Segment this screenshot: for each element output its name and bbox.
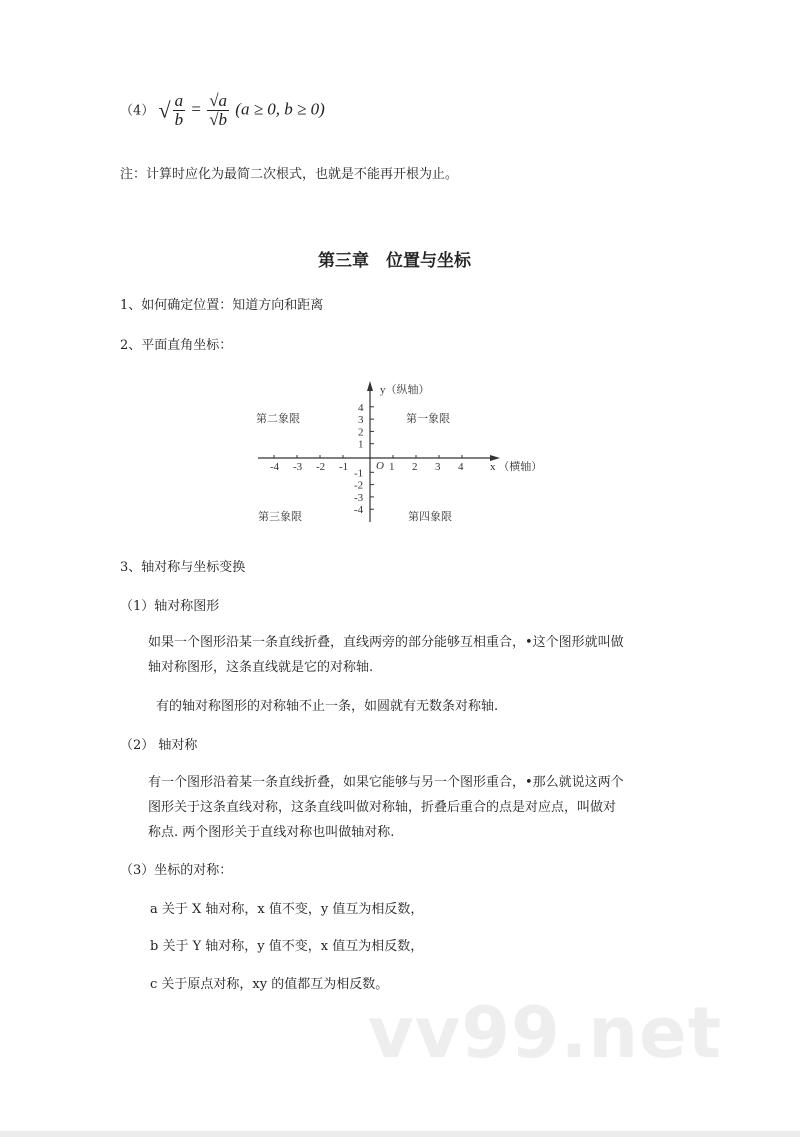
coordinate-diagram (0, 0, 800, 540)
denominator: b (218, 110, 228, 129)
y-tick-label: 1 (358, 438, 364, 451)
rule-c: c 关于原点对称，xy 的值都互为相反数。 (150, 977, 389, 992)
item-3: 3、轴对称与坐标变换 (120, 560, 246, 575)
watermark: vv99.net (368, 992, 723, 1074)
quadrant-1: 第一象限 (406, 413, 450, 425)
subsection-3: （3）坐标的对称： (120, 863, 233, 878)
denominator: b (174, 110, 184, 129)
note: 注：计算时应化为最简二次根式，也就是不能再开根为止。 (120, 167, 459, 182)
rule-b: b 关于 Y 轴对称，y 值不变，x 值互为相反数， (150, 939, 424, 954)
y-arrow-icon (367, 381, 373, 391)
y-tick-label: -1 (354, 467, 364, 480)
x-tick-label: -4 (270, 461, 280, 473)
x-axis-label: x （横轴） (490, 461, 543, 473)
x-tick-label: 3 (435, 461, 441, 473)
formula-label: （4） (120, 103, 155, 119)
subsection-2: （2） 轴对称 (120, 738, 198, 753)
item-2: 2、平面直角坐标： (120, 338, 233, 353)
item-1: 1、如何确定位置：知道方向和距离 (120, 298, 324, 313)
x-tick-label: -3 (293, 461, 303, 473)
y-tick-label: 4 (358, 401, 364, 414)
chapter-title: 第三章 位置与坐标 (318, 251, 471, 271)
paragraph-3-line-2: 图形关于这条直线对称，这条直线叫做对称轴，折叠后重合的点是对应点，叫做对 (148, 800, 617, 815)
sqrt-sign: √ (158, 97, 171, 123)
x-tick-label: 1 (389, 461, 395, 473)
paragraph-3-line-1: 有一个图形沿着某一条直线折叠，如果它能够与另一个图形重合，•那么就说这两个 (148, 775, 624, 790)
formula-condition: (a ≥ 0, b ≥ 0) (235, 99, 325, 119)
quadrant-4: 第四象限 (408, 511, 452, 523)
x-tick-label: -1 (339, 461, 349, 473)
rule-a: a 关于 X 轴对称，x 值不变，y 值互为相反数， (150, 902, 424, 917)
paragraph-3-line-3: 称点. 两个图形关于直线对称也叫做轴对称. (148, 825, 395, 840)
sqrt-sign: √ (209, 110, 219, 129)
numerator: a (218, 91, 228, 110)
x-tick-label: 2 (412, 461, 418, 473)
equals: = (191, 99, 201, 119)
numerator: a (174, 91, 184, 110)
quadrant-3: 第三象限 (258, 511, 302, 523)
x-tick-label: 4 (458, 461, 464, 473)
y-axis-label: y（纵轴） (380, 384, 430, 396)
paragraph-1-line-2: 轴对称图形，这条直线就是它的对称轴. (148, 660, 374, 675)
x-tick-label: -2 (316, 461, 326, 473)
subsection-1: （1）轴对称图形 (120, 599, 220, 614)
quadrant-2: 第二象限 (256, 413, 300, 425)
sqrt-sign: √ (209, 91, 219, 110)
y-tick-label: 3 (358, 414, 364, 427)
paragraph-1-line-1: 如果一个图形沿某一条直线折叠，直线两旁的部分能够互相重合，•这个图形就叫做 (148, 635, 624, 650)
y-tick-label: 2 (358, 426, 364, 439)
page-edge (0, 1131, 800, 1137)
paragraph-2: 有的轴对称图形的对称轴不止一条，如圆就有无数条对称轴. (156, 699, 499, 714)
y-tick-label: -2 (354, 479, 364, 492)
origin-label: O (376, 460, 384, 472)
y-tick-label: -4 (354, 504, 364, 517)
y-tick-label: -3 (354, 491, 364, 504)
